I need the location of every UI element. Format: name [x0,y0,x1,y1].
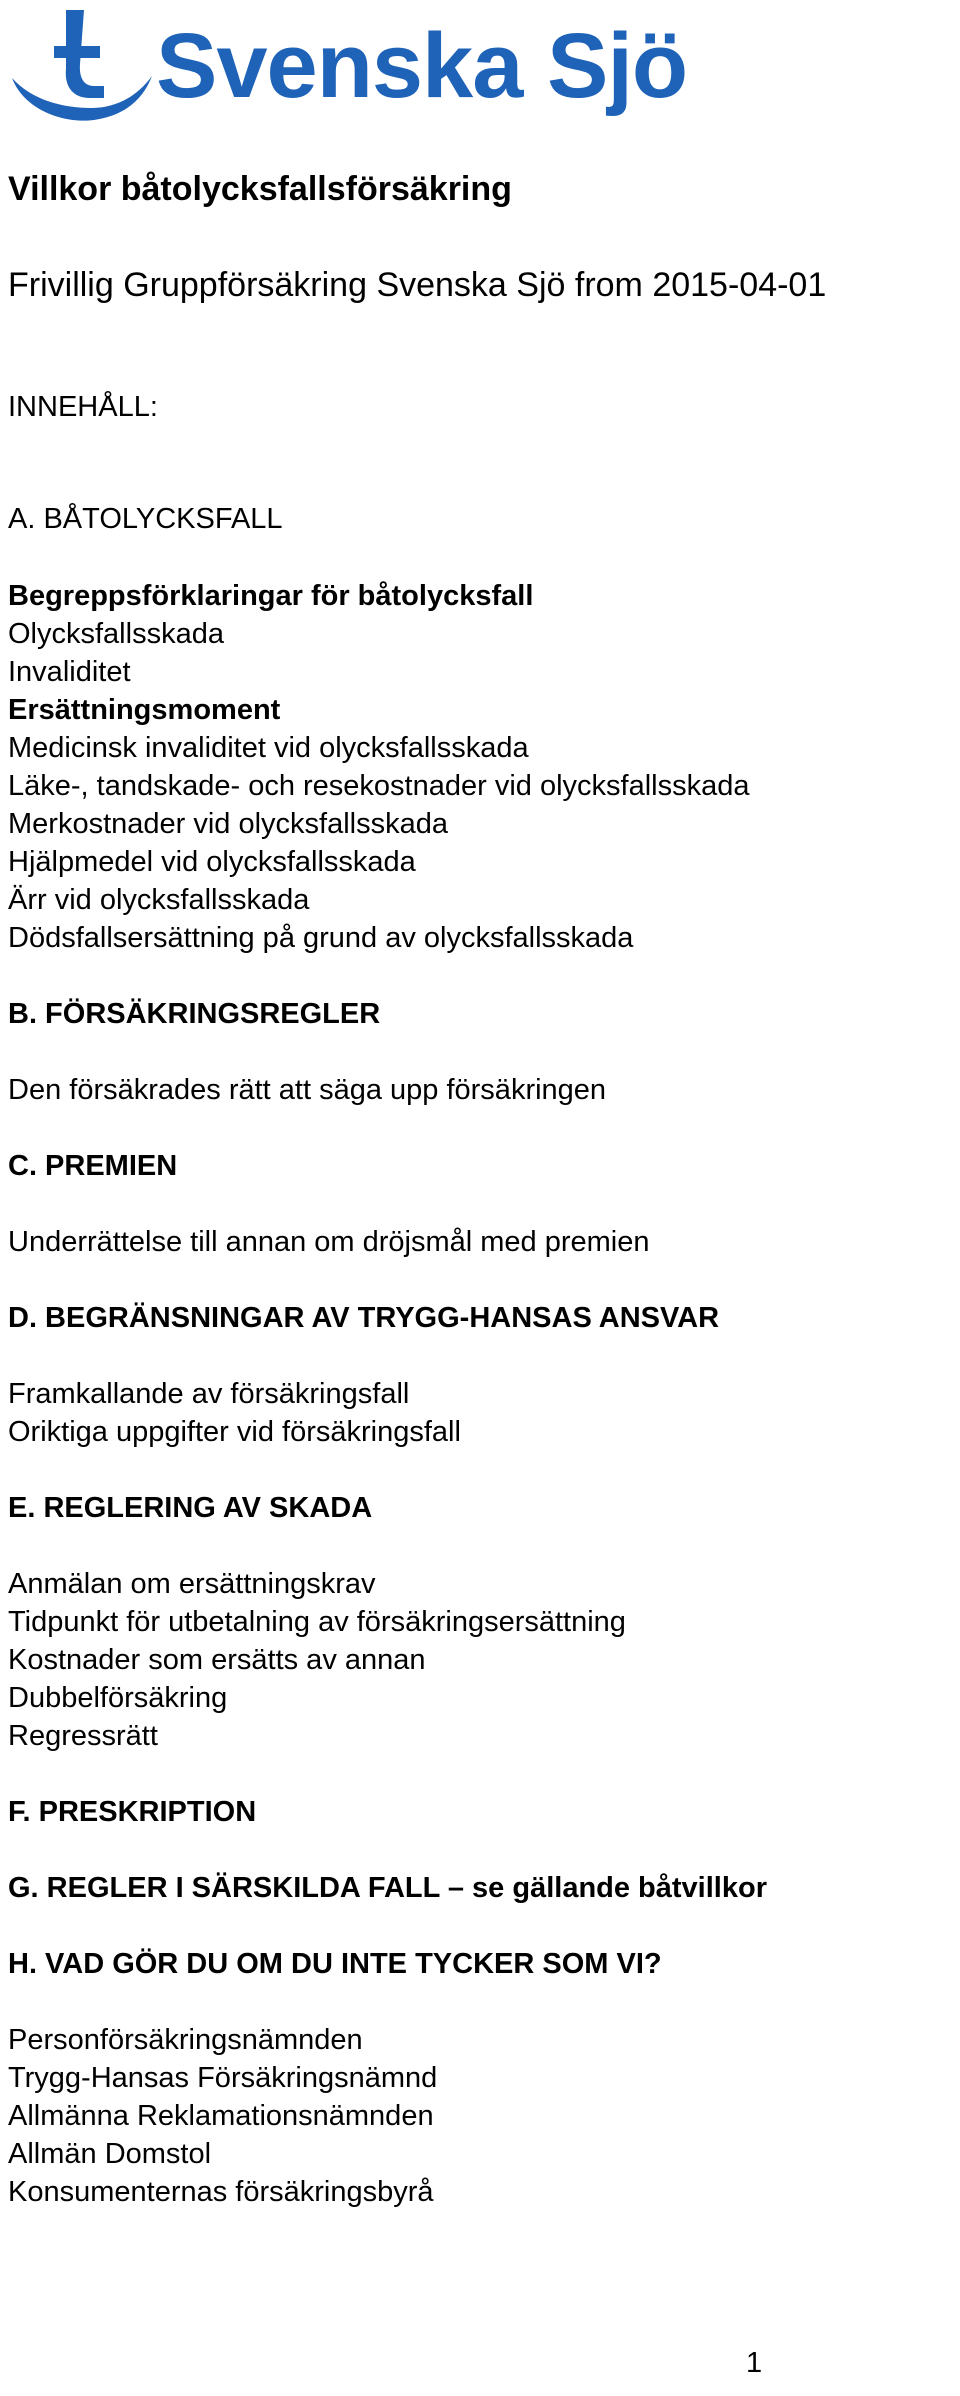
list-item: Hjälpmedel vid olycksfallsskada [8,846,416,878]
document-subtitle: Frivillig Gruppförsäkring Svenska Sjö from 2015-04-01 [8,266,827,304]
list-item: Framkallande av försäkringsfall [8,1378,410,1410]
list-item: Anmälan om ersättningskrav [8,1568,376,1600]
list-item: Personförsäkringsnämnden [8,2024,363,2056]
list-item: Allmänna Reklamationsnämnden [8,2100,434,2132]
list-item: Läke-, tandskade- och resekostnader vid olycksfallsskada [8,770,750,802]
list-item: Dubbelförsäkring [8,1682,228,1714]
logo-text: Svenska Sjö [156,15,688,117]
compensation-heading: Ersättningsmoment [8,694,281,726]
list-item: Olycksfallsskada [8,618,224,650]
page-number: 1 [746,2347,763,2379]
section-e-heading: E. REGLERING AV SKADA [8,1492,373,1524]
document-title: Villkor båtolycksfallsförsäkring [8,170,512,208]
definitions-heading: Begreppsförklaringar för båtolycksfall [8,580,534,612]
list-item: Underrättelse till annan om dröjsmål med premien [8,1226,650,1258]
list-item: Konsumenternas försäkringsbyrå [8,2176,434,2208]
list-item: Den försäkrades rätt att säga upp försäkringen [8,1074,607,1106]
list-item: Merkostnader vid olycksfallsskada [8,808,449,840]
section-a-heading: A. BÅTOLYCKSFALL [8,503,283,535]
list-item: Oriktiga uppgifter vid försäkringsfall [8,1416,461,1448]
list-item: Invaliditet [8,656,131,688]
section-g-heading: G. REGLER I SÄRSKILDA FALL – se gällande båtvillkor [8,1872,767,1904]
section-f-heading: F. PRESKRIPTION [8,1796,257,1828]
list-item: Ärr vid olycksfallsskada [8,884,310,916]
list-item: Medicinsk invaliditet vid olycksfallsskada [8,732,529,764]
anchor-icon [4,6,154,126]
list-item: Trygg-Hansas Försäkringsnämnd [8,2062,438,2094]
list-item: Dödsfallsersättning på grund av olycksfallsskada [8,922,634,954]
section-h-heading: H. VAD GÖR DU OM DU INTE TYCKER SOM VI? [8,1948,662,1980]
list-item: Regressrätt [8,1720,158,1752]
list-item: Kostnader som ersätts av annan [8,1644,426,1676]
section-c-heading: C. PREMIEN [8,1150,178,1182]
section-b-heading: B. FÖRSÄKRINGSREGLER [8,998,381,1030]
section-d-heading: D. BEGRÄNSNINGAR AV TRYGG-HANSAS ANSVAR [8,1302,720,1334]
list-item: Allmän Domstol [8,2138,212,2170]
logo [4,6,688,126]
list-item: Tidpunkt för utbetalning av försäkringsersättning [8,1606,626,1638]
toc-heading: INNEHÅLL: [8,391,158,423]
